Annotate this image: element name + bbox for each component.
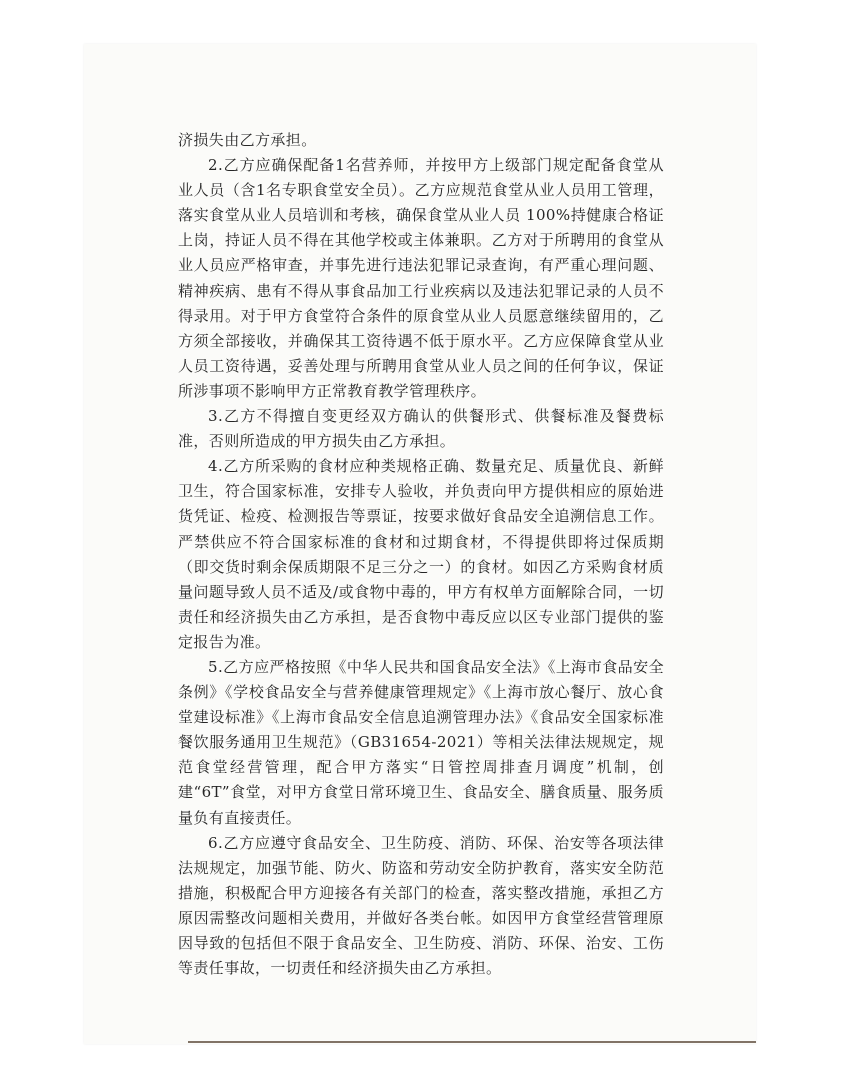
paragraph-item-6: 6.乙方应遵守食品安全、卫生防疫、消防、环保、治安等各项法律法规规定，加强节能、防火、防盗和劳动安全防护教育，落实安全防范措施，积极配合甲方迎接各有关部门的检查，落实整改措施，承担乙方原因需整改问题相关费用，并做好各类台帐。如因甲方食堂经营管理原因导致的包括但不限于食品安全、卫生防疫、消防、环保、治安、工伤等责任事故，一切责任和经济损失由乙方承担。 bbox=[178, 833, 664, 978]
paragraph-item-3: 3.乙方不得擅自变更经双方确认的供餐形式、供餐标准及餐费标准，否则所造成的甲方损失由乙方承担。 bbox=[178, 407, 664, 451]
document-body bbox=[178, 128, 664, 981]
paragraph-continuation: 济损失由乙方承担。 bbox=[178, 131, 317, 149]
page-bottom-edge bbox=[188, 1041, 756, 1043]
paragraph-item-4: 4.乙方所采购的食材应种类规格正确、数量充足、质量优良、新鲜卫生，符合国家标准，安排专人验收，并负责向甲方提供相应的原始进货凭证、检疫、检测报告等票证，按要求做好食品安全追溯信息工作。严禁供应不符合国家标准的食材和过期食材，不得提供即将过保质期（即交货时剩余保质期限不足三分之一）的食材。如因乙方采购食材质量问题导致人员不适及/或食物中毒的，甲方有权单方面解除合同，一切责任和经济损失由乙方承担，是否食物中毒反应以区专业部门提供的鉴定报告为准。 bbox=[178, 457, 664, 651]
paragraph-item-5: 5.乙方应严格按照《中华人民共和国食品安全法》《上海市食品安全条例》《学校食品安全与营养健康管理规定》《上海市放心餐厅、放心食堂建设标准》《上海市食品安全信息追溯管理办法》《食品安全国家标准餐饮服务通用卫生规范》（GB31654-2021）等相关法律法规规定，规范食堂经营管理，配合甲方落实“日管控周排查月调度”机制，创建“6T”食堂，对甲方食堂日常环境卫生、食品安全、膳食质量、服务质量负有直接责任。 bbox=[178, 657, 664, 827]
paragraph-item-2: 2.乙方应确保配备1名营养师，并按甲方上级部门规定配备食堂从业人员（含1名专职食堂安全员）。乙方应规范食堂从业人员用工管理，落实食堂从业人员培训和考核，确保食堂从业人员 100%持健康合格证上岗，持证人员不得在其他学校或主体兼职。乙方对于所聘用的食堂从业人员应严格审查，并事先进行违法犯罪记录查询，有严重心理问题、精神疾病、患有不得从事食品加工行业疾病以及违法犯罪记录的人员不得录用。对于甲方食堂符合条件的原食堂从业人员愿意继续留用的，乙方须全部接收，并确保其工资待遇不低于原水平。乙方应保障食堂从业人员工资待遇，妥善处理与所聘用食堂从业人员之间的任何争议，保证所涉事项不影响甲方正常教育教学管理秩序。 bbox=[178, 156, 664, 400]
